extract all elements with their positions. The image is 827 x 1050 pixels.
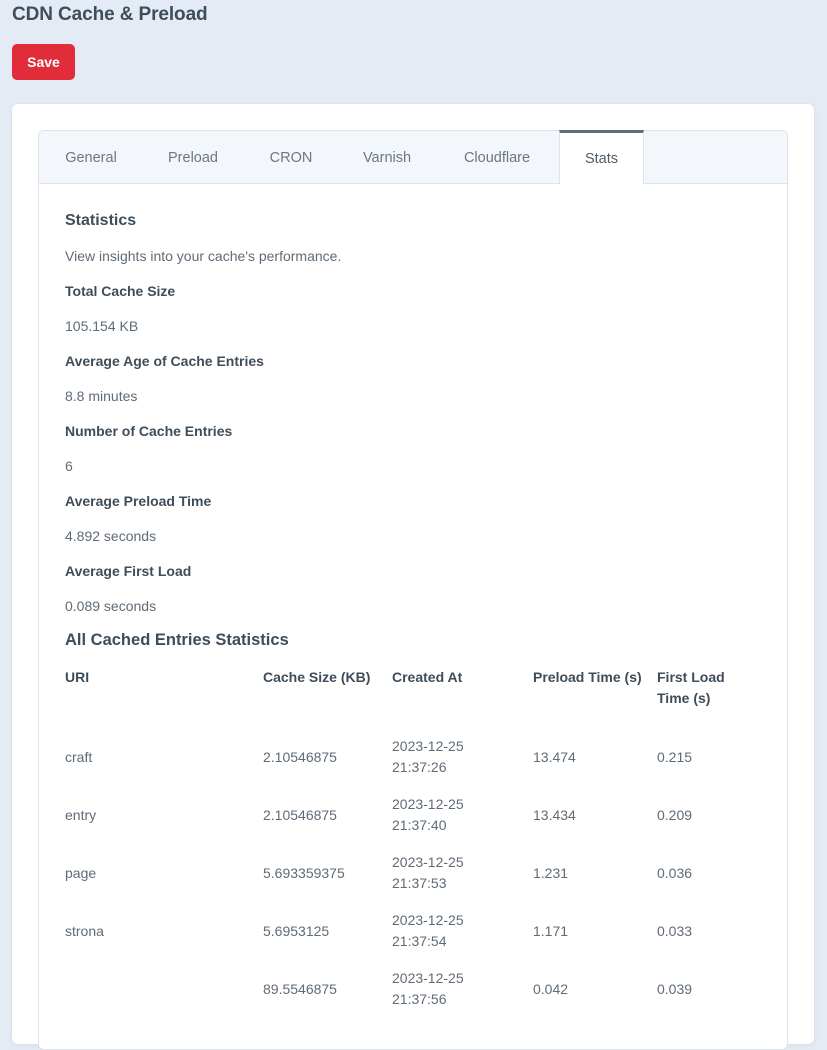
tab-preload[interactable]: Preload (168, 149, 218, 166)
created-time: 21:37:53 (392, 875, 447, 891)
tab-cloudflare[interactable]: Cloudflare (463, 149, 531, 166)
cell-first-load-time: 0.036 (657, 864, 693, 881)
save-button[interactable]: Save (12, 44, 75, 80)
cell-preload-time: 13.434 (533, 806, 576, 823)
table-header-row (65, 667, 755, 729)
tab-cron[interactable]: CRON (269, 149, 313, 166)
tab-bar (39, 131, 787, 184)
stat-value-entry-count: 6 (65, 458, 73, 474)
table-row (65, 729, 755, 787)
created-time: 21:37:26 (392, 759, 447, 775)
created-time: 21:37:54 (392, 933, 447, 949)
cell-created-at (392, 845, 533, 903)
cell-preload-time: 1.231 (533, 864, 569, 881)
cell-uri: entry (65, 806, 97, 823)
stat-value-average-preload: 4.892 seconds (65, 528, 157, 544)
column-header-cache-size: Cache Size (KB) (263, 669, 371, 685)
created-time: 21:37:40 (392, 817, 447, 833)
table-row (65, 961, 755, 1019)
cell-preload-time: 13.474 (533, 748, 576, 765)
cell-uri: page (65, 864, 97, 881)
table-row (65, 845, 755, 903)
stat-label-average-first-load: Average First Load (65, 563, 192, 579)
table-row (65, 903, 755, 961)
cell-cache-size: 89.5546875 (263, 980, 337, 997)
tab-panel (38, 130, 788, 1050)
tab-general[interactable]: General (65, 149, 117, 166)
stats-content (39, 184, 787, 1019)
entries-table-heading: All Cached Entries Statistics (65, 631, 289, 649)
column-header-preload-time: Preload Time (s) (533, 669, 642, 685)
statistics-heading: Statistics (65, 212, 137, 229)
cell-cache-size: 5.693359375 (263, 864, 345, 881)
cell-cache-size: 5.6953125 (263, 922, 330, 939)
stat-value-total-cache-size: 105.154 KB (65, 318, 139, 334)
created-time: 21:37:56 (392, 991, 447, 1007)
cell-cache-size: 2.10546875 (263, 806, 337, 823)
cell-first-load-time: 0.039 (657, 980, 693, 997)
cell-first-load-time: 0.209 (657, 806, 693, 823)
created-date: 2023-12-25 (392, 738, 464, 754)
stat-label-total-cache-size: Total Cache Size (65, 283, 176, 299)
cell-first-load-time: 0.033 (657, 922, 693, 939)
cell-preload-time: 1.171 (533, 922, 569, 939)
stat-label-average-age: Average Age of Cache Entries (65, 353, 264, 369)
stat-value-average-first-load: 0.089 seconds (65, 598, 157, 614)
stat-label-entry-count: Number of Cache Entries (65, 423, 233, 439)
settings-card (12, 104, 814, 1044)
cell-preload-time: 0.042 (533, 980, 569, 997)
stat-label-average-preload: Average Preload Time (65, 493, 212, 509)
cell-created-at (392, 729, 533, 787)
column-header-created-at: Created At (392, 669, 463, 685)
cell-created-at (392, 961, 533, 1019)
created-date: 2023-12-25 (392, 970, 464, 986)
cell-uri (65, 961, 263, 1019)
column-header-first-load-time: First Load Time (s) (657, 669, 725, 706)
cell-created-at (392, 787, 533, 845)
created-date: 2023-12-25 (392, 912, 464, 928)
table-row (65, 787, 755, 845)
column-header-uri: URI (65, 669, 90, 685)
cell-created-at (392, 903, 533, 961)
cell-cache-size: 2.10546875 (263, 748, 337, 765)
tab-varnish[interactable]: Varnish (362, 149, 412, 166)
created-date: 2023-12-25 (392, 854, 464, 870)
created-date: 2023-12-25 (392, 796, 464, 812)
stat-value-average-age: 8.8 minutes (65, 388, 138, 404)
tab-stats[interactable]: Stats (559, 130, 644, 184)
statistics-description: View insights into your cache's performance. (65, 248, 342, 264)
cell-first-load-time: 0.215 (657, 748, 693, 765)
cell-uri: strona (65, 922, 104, 939)
cell-uri: craft (65, 748, 93, 765)
page-title: CDN Cache & Preload (12, 4, 208, 25)
entries-table (65, 667, 755, 1019)
